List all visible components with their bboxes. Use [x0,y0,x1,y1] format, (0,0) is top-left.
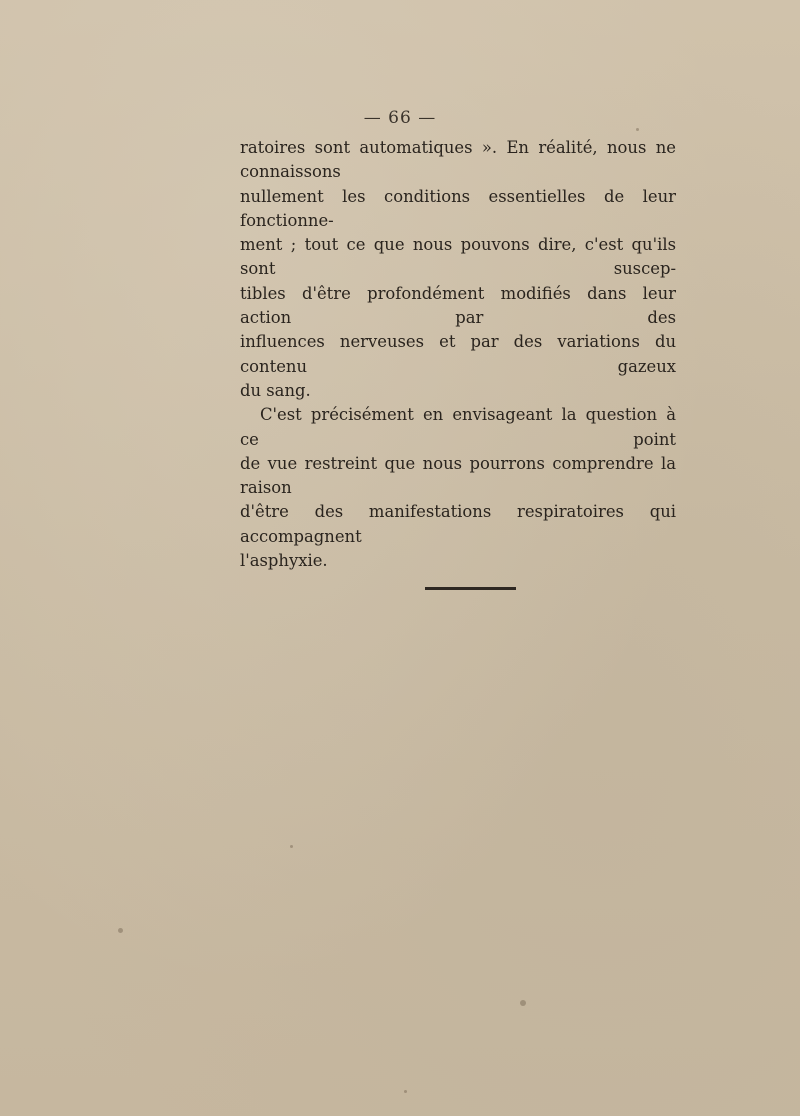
text-line: du sang. [240,380,311,400]
page-number: — 66 — [363,108,437,128]
paper-speck [520,1000,526,1006]
text-line: ratoires sont automatiques ». En réalité, nous ne connaissons [240,138,676,182]
paper-speck [118,928,123,933]
section-divider-rule [425,587,516,590]
text-line: de vue restreint que nous pourrons comprendre la raison [240,453,676,498]
text-line: ment ; tout ce que nous pouvons dire, c'est qu'ils sont suscep- [240,235,676,279]
paper-speck [636,128,639,131]
text-line: influences nerveuses et par des variations du contenu gazeux [240,332,676,376]
text-line: l'asphyxie. [240,551,328,571]
text-line: nullement les conditions essentielles de leur fonctionne- [240,186,676,230]
text-line: C'est précisément en envisageant la question à ce point [240,405,676,449]
text-line: d'être des manifestations respiratoires qui accompagnent [240,502,676,546]
body-text [240,136,676,573]
paper-speck [290,845,293,848]
text-line: tibles d'être profondément modifiés dans leur action par des [240,283,676,328]
paper-speck [404,1090,407,1093]
